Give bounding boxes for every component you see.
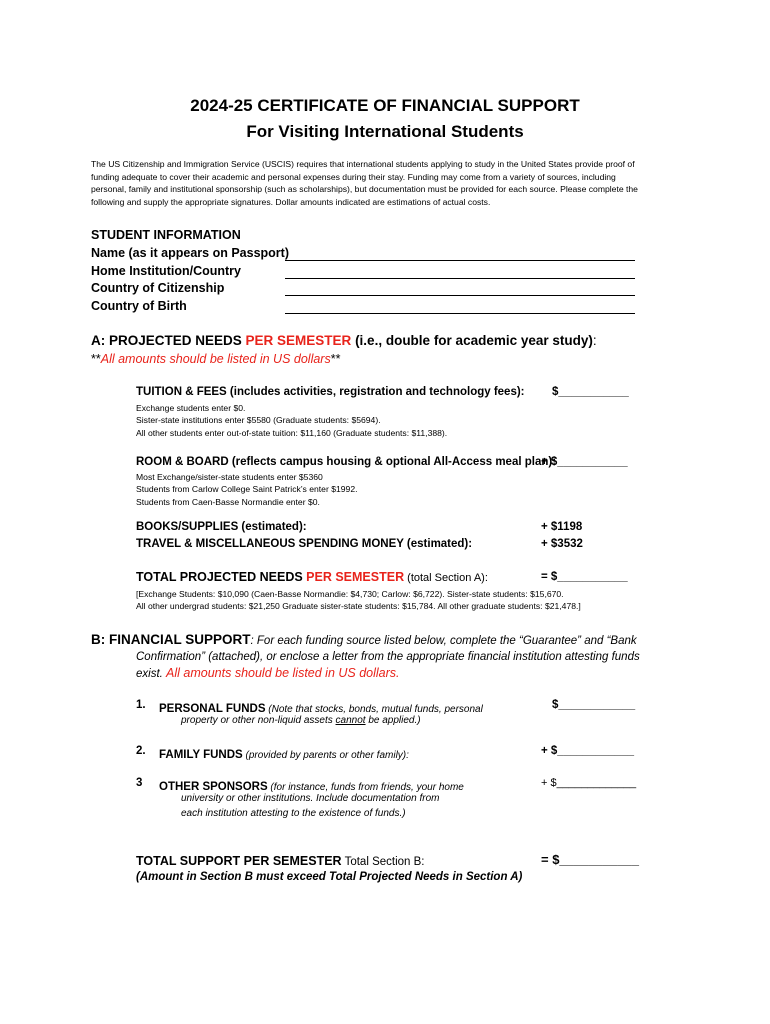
books-label: BOOKS/SUPPLIES (estimated): <box>136 521 307 533</box>
birth-country-field[interactable] <box>285 313 635 314</box>
total-projected-amount-field[interactable]: = $___________ <box>541 571 628 583</box>
intro-paragraph <box>91 158 681 208</box>
total-support-label <box>136 852 425 870</box>
name-label: Name (as it appears on Passport) <box>91 246 289 260</box>
tuition-amount-field[interactable]: $___________ <box>552 386 629 398</box>
section-b-line2: Confirmation” (attached), or enclose a letter from the appropriate financial institution attesting funds <box>136 651 640 663</box>
tuition-notes <box>136 402 447 439</box>
section-b-line3 <box>136 666 400 680</box>
total-support-bold: TOTAL SUPPORT PER SEMESTER <box>136 854 342 868</box>
other-sponsors-label: OTHER SPONSORS <box>159 781 268 793</box>
item3-number: 3 <box>136 777 143 789</box>
citizenship-label: Country of Citizenship <box>91 281 225 295</box>
personal-funds-note2-underline: cannot <box>335 715 366 726</box>
total-projected-red: PER SEMESTER <box>306 570 405 584</box>
total-projected-label <box>136 570 488 584</box>
room-note: Students from Carlow College Saint Patrick’s enter $1992. <box>136 484 358 495</box>
room-note: Students from Caen-Basse Normandie enter $0. <box>136 496 320 507</box>
section-b-heading-italic: : For each funding source listed below, complete the “Guarantee” and “Bank <box>250 635 637 647</box>
home-institution-label: Home Institution/Country <box>91 264 241 278</box>
personal-funds-note2-pre: property or other non-liquid assets <box>181 715 336 726</box>
personal-funds-note2-post: be applied.) <box>365 715 421 726</box>
item2-number: 2. <box>136 745 146 757</box>
total-projected-post: (total Section A): <box>404 572 488 584</box>
travel-label: TRAVEL & MISCELLANEOUS SPENDING MONEY (estimated): <box>136 538 473 550</box>
other-sponsors-note: (for instance, funds from friends, your home <box>267 782 464 793</box>
stars-left: ** <box>91 352 101 366</box>
total-note: All other undergrad students: $21,250 Graduate sister-state students: $15,784. All other graduate students: $21,478.] <box>136 601 581 612</box>
personal-funds-note2 <box>181 715 421 726</box>
family-funds-amount-field[interactable]: + $____________ <box>541 745 635 757</box>
room-note: Most Exchange/sister-state students enter $5360 <box>136 472 323 482</box>
section-a-heading-post: (i.e., double for academic year study) <box>351 333 593 348</box>
tuition-label: TUITION & FEES (includes activities, registration and technology fees): <box>136 386 525 398</box>
section-a-heading-red: PER SEMESTER <box>245 333 352 348</box>
intro-line: following and supply the appropriate signatures. Dollar amounts indicated are estimations of actual costs. <box>91 196 491 207</box>
personal-funds-amount-field[interactable]: $____________ <box>552 699 636 711</box>
room-board-label: ROOM & BOARD (reflects campus housing & optional All-Access meal plan): <box>136 456 557 468</box>
section-a-heading <box>91 333 597 348</box>
intro-line: personal, family and institutional sponsorship (such as scholarships), but documentation must be provided for each source. Please complete the <box>91 184 638 195</box>
travel-amount: + $3532 <box>541 538 583 550</box>
personal-funds-label: PERSONAL FUNDS <box>159 703 266 715</box>
intro-line: The US Citizenship and Immigration Service (USCIS) requires that international students applying to study in the United States provide proof of <box>91 159 635 169</box>
usd-note: All amounts should be listed in US dollars <box>100 352 331 366</box>
citizenship-field[interactable] <box>285 295 635 296</box>
other-sponsors-amount-field[interactable]: + $_____________ <box>541 777 637 789</box>
total-projected-notes <box>136 588 581 613</box>
section-b-usd-note: All amounts should be listed in US dollars. <box>166 666 400 680</box>
home-institution-field[interactable] <box>285 278 635 279</box>
section-a-note <box>91 352 340 366</box>
section-b-line3-pre: exist. <box>136 668 167 680</box>
family-funds-note: (provided by parents or other family): <box>242 750 409 761</box>
section-b-heading <box>91 632 637 647</box>
total-note: [Exchange Students: $10,090 (Caen-Basse Normandie: $4,730; Carlow: $6,722). Sister-state students: $15,670. <box>136 589 564 599</box>
other-sponsors-note2: university or other institutions. Include documentation from <box>181 793 440 804</box>
personal-funds-note: (Note that stocks, bonds, mutual funds, personal <box>265 704 483 715</box>
section-a-heading-pre: A: PROJECTED NEEDS <box>91 333 246 348</box>
total-support-post: Total Section B: <box>341 856 425 868</box>
tuition-note: Sister-state institutions enter $5580 (Graduate students: $5694). <box>136 415 381 426</box>
tuition-note: All other students enter out-of-state tuition: $11,160 (Graduate students: $11,388). <box>136 427 448 438</box>
birth-country-label: Country of Birth <box>91 299 187 313</box>
item2-label-row <box>159 745 409 763</box>
room-board-notes <box>136 471 357 508</box>
total-support-amount-field[interactable]: = $___________ <box>541 852 639 867</box>
total-projected-pre: TOTAL PROJECTED NEEDS <box>136 570 307 584</box>
intro-line: funding adequate to cover their academic and personal expenses during their stay. Funding may come from a variety of sources, including <box>91 171 616 182</box>
document-subtitle: For Visiting International Students <box>246 122 524 141</box>
student-info-heading: STUDENT INFORMATION <box>91 228 241 242</box>
other-sponsors-note3: each institution attesting to the existence of funds.) <box>181 808 406 819</box>
room-board-amount-field[interactable]: + $___________ <box>541 456 628 468</box>
item1-number: 1. <box>136 699 146 711</box>
stars-right: ** <box>330 352 341 366</box>
total-support-note: (Amount in Section B must exceed Total Projected Needs in Section A) <box>136 871 523 883</box>
section-a-heading-colon: : <box>592 333 597 348</box>
section-b-heading-bold: B: FINANCIAL SUPPORT <box>91 632 251 647</box>
tuition-note: Exchange students enter $0. <box>136 403 246 413</box>
books-amount: + $1198 <box>541 521 583 533</box>
family-funds-label: FAMILY FUNDS <box>159 749 243 761</box>
name-field[interactable] <box>285 260 635 261</box>
document-title: 2024-25 CERTIFICATE OF FINANCIAL SUPPORT <box>190 96 580 115</box>
